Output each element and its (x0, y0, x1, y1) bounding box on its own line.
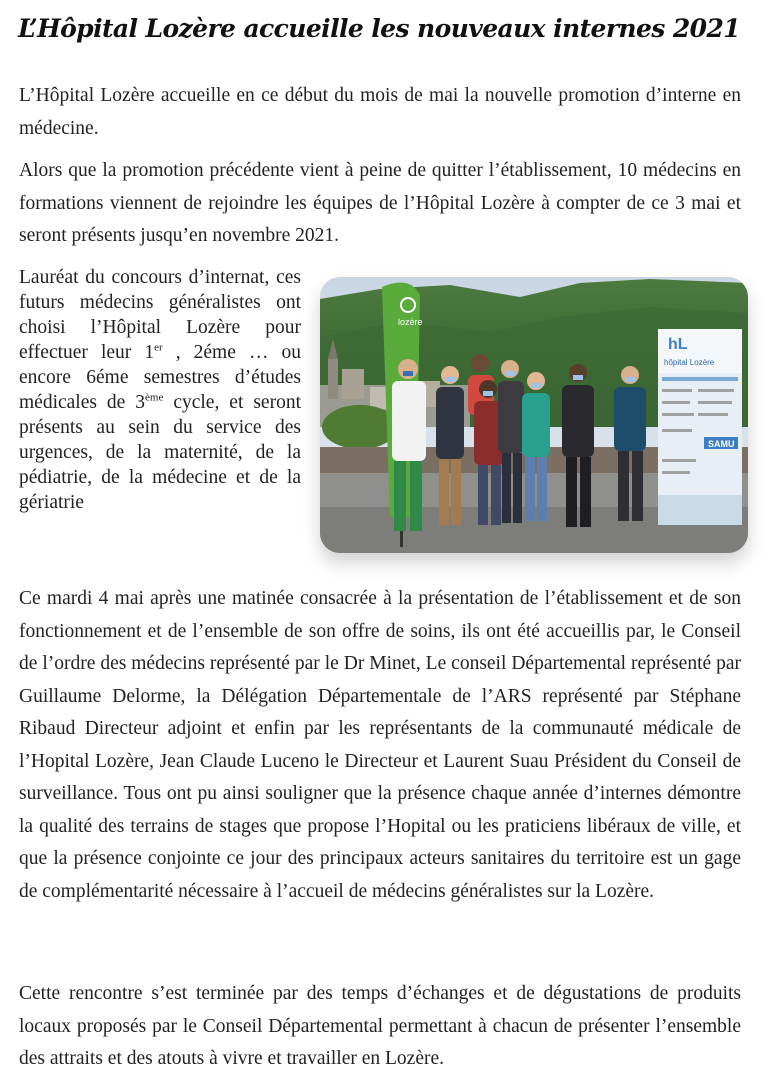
superscript-er: er (154, 341, 163, 354)
flag-label: lozère (398, 317, 423, 327)
banner-title: hôpital Lozère (664, 358, 715, 367)
banner-badge: SAMU (708, 439, 735, 449)
paragraph-interns (19, 265, 301, 515)
paragraph-interns-part-a: Lauréat du concours d’internat, ces futurs médecins généralistes ont choisi l’Hôpital Lozère pour effectuer leur 1 (19, 267, 301, 363)
paragraph-interns-part-b: , 2éme … ou encore 6éme semestres d’études médicales de 3 (19, 342, 301, 413)
group-photo (320, 277, 748, 553)
paragraph-intro: L’Hôpital Lozère accueille en ce début du mois de mai la nouvelle promotion d’interne en médecine. (19, 85, 741, 139)
article-title: L’Hôpital Lozère accueille les nouveaux internes 2021 (18, 14, 741, 43)
banner-logo-icon: hL (668, 336, 688, 353)
paragraph-promotion: Alors que la promotion précédente vient à peine de quitter l’établissement, 10 médecins en formations viennent de rejoindre les équipes de l’Hôpital Lozère à compter de ce 3 mai et seront présents jusqu’en novembre 2021. (19, 160, 741, 246)
paragraph-closing: Cette rencontre s’est terminée par des temps d’échanges et de dégustations de produits locaux proposés par le Conseil Départemental permettant à chacun de présenter l’ensemble des attraits et des atouts à vivre et travailler en Lozère. (19, 983, 741, 1069)
paragraph-reception: Ce mardi 4 mai après une matinée consacrée à la présentation de l’établissement et de son fonctionnement et de l’ensemble de son offre de soins, ils ont été accueillis par, le Conseil de l’ordre des médecins représenté par le Dr Minet, Le conseil Départemental représenté par Guillaume Delorme, la Délégation Départementale de l’ARS représenté par Stéphane Ribaud Directeur adjoint et enfin par les représentants de la communauté médicale de l’Hopital Lozère, Jean Claude Luceno le Directeur et Laurent Suau Président du Conseil de surveillance. Tous ont pu ainsi souligner que la présence chaque année d’internes démontre la qualité des terrains de stages que propose l’Hopital ou les praticiens libéraux de ville, et que la présence conjointe ce jour des principaux acteurs sanitaires du territoire est un gage de complémentarité nécessaire à l’accueil de médecins généralistes sur la Lozère. (19, 588, 741, 902)
church-tower (328, 359, 338, 399)
paragraph-interns-part-c: cycle, et seront présents au sein du service des urgences, de la maternité, de la pédiatrie, de la médecine et de la gériatrie (19, 392, 301, 513)
superscript-eme: ème (145, 391, 164, 404)
